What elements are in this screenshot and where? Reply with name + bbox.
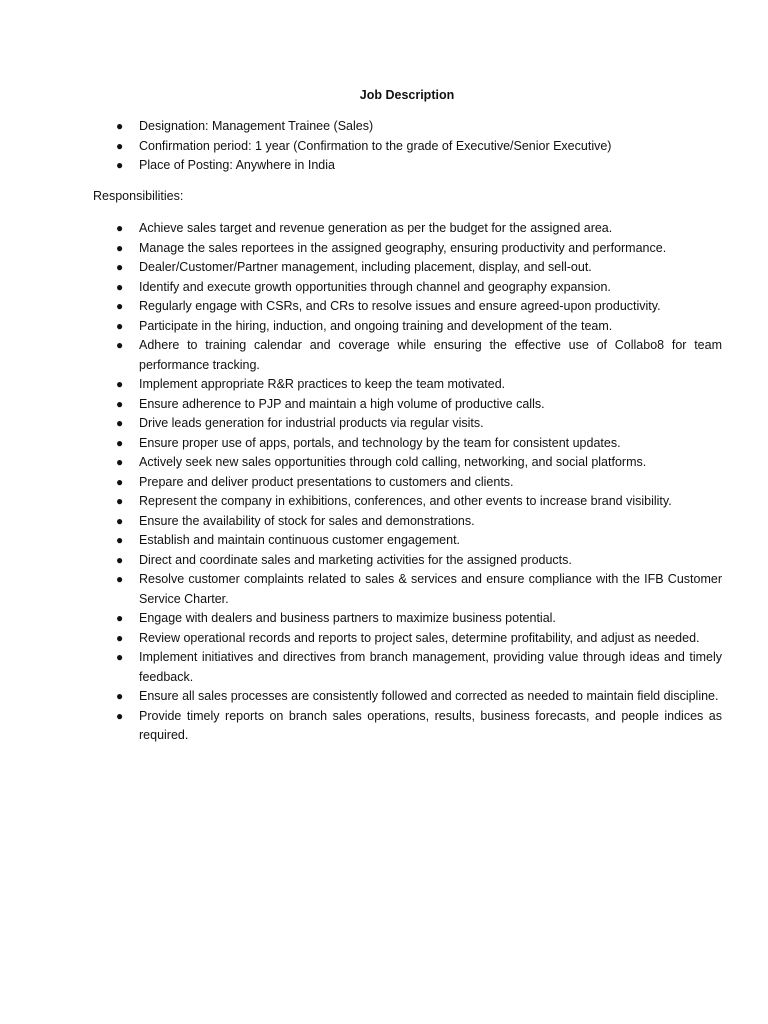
responsibility-item-text: Ensure all sales processes are consistently followed and corrected as needed to maintain field discipline. — [139, 689, 719, 703]
responsibilities-list — [116, 219, 722, 746]
responsibility-item — [116, 570, 722, 609]
responsibility-item-text: Review operational records and reports to project sales, determine profitability, and adjust as needed. — [139, 630, 700, 645]
responsibility-item-text: Dealer/Customer/Partner management, including placement, display, and sell-out. — [139, 260, 592, 274]
responsibility-item-text: Ensure adherence to PJP and maintain a high volume of productive calls. — [139, 396, 545, 411]
responsibility-item — [116, 707, 722, 746]
responsibility-item — [116, 473, 722, 493]
responsibility-item — [116, 414, 722, 434]
responsibility-item-text: Actively seek new sales opportunities through cold calling, networking, and social platforms. — [139, 455, 647, 469]
responsibility-item — [116, 648, 722, 687]
responsibility-item-text: Represent the company in exhibitions, conferences, and other events to increase brand visibility. — [139, 494, 672, 508]
responsibility-item — [116, 375, 722, 395]
responsibility-item — [116, 512, 722, 532]
bullet-icon: ● — [116, 611, 124, 625]
job-meta-list — [116, 117, 722, 176]
responsibility-item-text: Ensure proper use of apps, portals, and technology by the team for consistent updates. — [139, 435, 621, 450]
bullet-icon: ● — [116, 158, 124, 172]
bullet-icon: ● — [116, 552, 124, 567]
bullet-icon: ● — [116, 513, 124, 528]
responsibility-item-text: Implement appropriate R&R practices to keep the team motivated. — [139, 377, 506, 391]
bullet-icon: ● — [116, 650, 124, 664]
bullet-icon: ● — [116, 318, 124, 333]
bullet-icon: ● — [116, 338, 124, 352]
bullet-icon: ● — [116, 494, 124, 508]
responsibility-item — [116, 239, 722, 259]
bullet-icon: ● — [116, 299, 124, 313]
responsibility-item-text: Provide timely reports on branch sales operations, results, business forecasts, and people indices as required. — [139, 708, 722, 742]
responsibility-item — [116, 629, 722, 649]
bullet-icon: ● — [116, 240, 124, 255]
meta-item — [116, 117, 722, 137]
bullet-icon: ● — [116, 138, 124, 153]
bullet-icon: ● — [116, 474, 124, 489]
responsibility-item — [116, 453, 722, 473]
responsibility-item — [116, 395, 722, 415]
responsibility-item — [116, 219, 722, 239]
responsibility-item-text: Adhere to training calendar and coverage while ensuring the effective use of Collabo8 for team performance tracking. — [139, 338, 722, 372]
document-title: Job Description — [359, 88, 455, 102]
responsibility-item — [116, 278, 722, 298]
meta-item — [116, 137, 722, 157]
bullet-icon: ● — [116, 416, 124, 430]
responsibility-item-text: Engage with dealers and business partners to maximize business potential. — [139, 611, 556, 625]
bullet-icon: ● — [116, 396, 124, 411]
responsibility-item-text: Manage the sales reportees in the assigned geography, ensuring productivity and performance. — [139, 240, 667, 255]
responsibility-item — [116, 434, 722, 454]
responsibility-item-text: Establish and maintain continuous customer engagement. — [139, 533, 461, 547]
responsibility-item — [116, 297, 722, 317]
meta-item — [116, 156, 722, 176]
responsibility-item-text: Direct and coordinate sales and marketing activities for the assigned products. — [139, 552, 572, 567]
responsibility-item — [116, 336, 722, 375]
responsibility-item-text: Resolve customer complaints related to sales & services and ensure compliance with the IFB Customer Service Charter. — [139, 572, 722, 606]
responsibility-item-text: Prepare and deliver product presentations to customers and clients. — [139, 474, 514, 489]
bullet-icon: ● — [116, 119, 124, 133]
responsibility-item — [116, 531, 722, 551]
responsibility-item — [116, 492, 722, 512]
meta-item-text: Place of Posting: Anywhere in India — [139, 158, 335, 172]
responsibility-item — [116, 258, 722, 278]
bullet-icon: ● — [116, 572, 124, 586]
responsibility-item-text: Participate in the hiring, induction, and ongoing training and development of the team. — [139, 318, 613, 333]
bullet-icon: ● — [116, 689, 124, 703]
responsibility-item — [116, 551, 722, 571]
bullet-icon: ● — [116, 708, 124, 723]
responsibility-item-text: Implement initiatives and directives from branch management, providing value through ideas and timely feedback. — [139, 650, 722, 684]
bullet-icon: ● — [116, 377, 124, 391]
bullet-icon: ● — [116, 279, 124, 294]
responsibility-item — [116, 609, 722, 629]
responsibilities-heading: Responsibilities: — [93, 189, 184, 203]
meta-item-text: Confirmation period: 1 year (Confirmation to the grade of Executive/Senior Executive) — [139, 138, 612, 153]
responsibility-item-text: Achieve sales target and revenue generation as per the budget for the assigned area. — [139, 221, 613, 235]
responsibility-item-text: Drive leads generation for industrial products via regular visits. — [139, 416, 484, 430]
meta-item-text: Designation: Management Trainee (Sales) — [139, 119, 374, 133]
responsibility-item-text: Regularly engage with CSRs, and CRs to resolve issues and ensure agreed-upon productivity. — [139, 299, 661, 313]
responsibility-item — [116, 317, 722, 337]
responsibility-item-text: Ensure the availability of stock for sales and demonstrations. — [139, 513, 475, 528]
bullet-icon: ● — [116, 435, 124, 450]
responsibility-item — [116, 687, 722, 707]
bullet-icon: ● — [116, 260, 124, 274]
bullet-icon: ● — [116, 533, 124, 547]
responsibility-item-text: Identify and execute growth opportunities through channel and geography expansion. — [139, 279, 611, 294]
bullet-icon: ● — [116, 455, 124, 469]
bullet-icon: ● — [116, 221, 124, 235]
bullet-icon: ● — [116, 630, 124, 645]
